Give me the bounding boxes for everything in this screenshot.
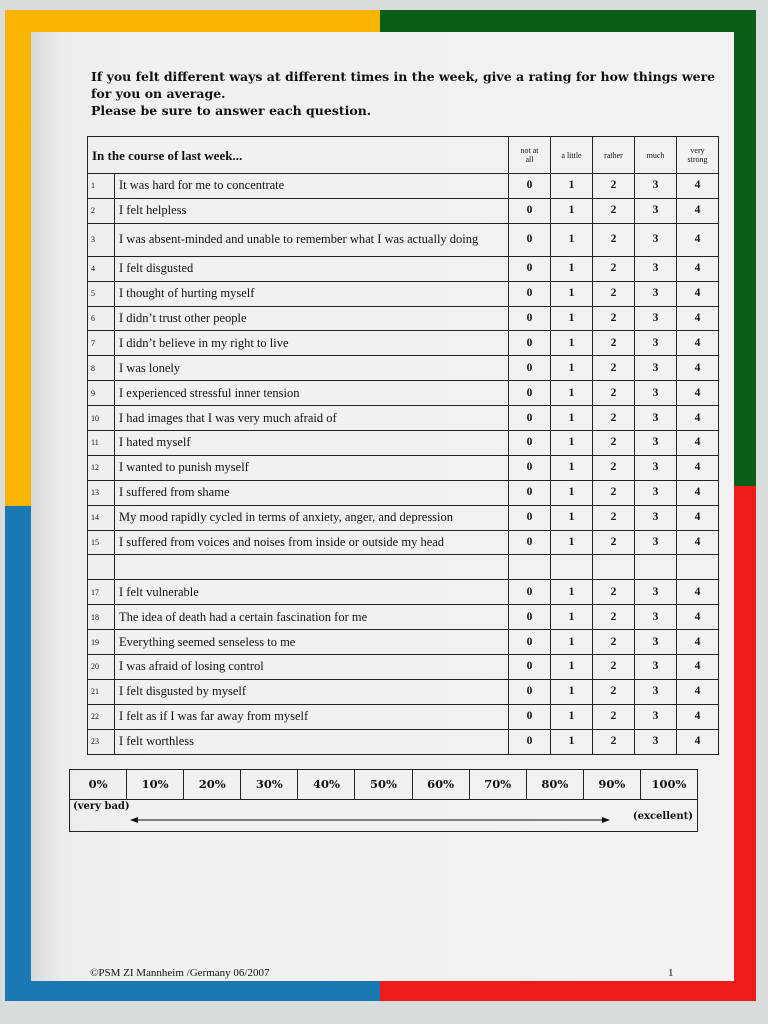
rating-option[interactable]: 0 — [509, 331, 551, 356]
rating-option[interactable]: 3 — [635, 431, 677, 456]
question-number: 8 — [88, 356, 115, 381]
rating-option[interactable]: 4 — [677, 381, 719, 406]
rating-option[interactable]: 2 — [593, 256, 635, 281]
table-row — [88, 729, 719, 754]
rating-option[interactable]: 4 — [677, 480, 719, 505]
rating-option[interactable]: 2 — [593, 331, 635, 356]
scale-header-text: not at — [520, 146, 539, 155]
scale-header-not-at-all — [509, 137, 551, 174]
question-text: I didn’t trust other people — [115, 306, 509, 331]
table-header-label: In the course of last week... — [88, 137, 509, 174]
question-number: 7 — [88, 331, 115, 356]
rating-option[interactable]: 0 — [509, 198, 551, 223]
rating-option — [593, 555, 635, 580]
scale-header-much — [635, 137, 677, 174]
percentage-option[interactable]: 100% — [651, 777, 687, 791]
rating-option[interactable]: 0 — [509, 605, 551, 630]
question-number: 18 — [88, 605, 115, 630]
rating-option[interactable]: 4 — [677, 580, 719, 605]
question-number — [88, 555, 115, 580]
rating-option[interactable]: 2 — [593, 174, 635, 199]
instructions — [91, 68, 716, 119]
question-number: 4 — [88, 256, 115, 281]
frame-green-top — [380, 10, 756, 32]
rating-option[interactable]: 3 — [635, 480, 677, 505]
table-row — [88, 256, 719, 281]
question-number: 23 — [88, 729, 115, 754]
rating-option[interactable]: 3 — [635, 630, 677, 655]
rating-option[interactable]: 0 — [509, 580, 551, 605]
rating-option[interactable]: 4 — [677, 223, 719, 256]
rating-option[interactable]: 0 — [509, 281, 551, 306]
rating-option[interactable]: 1 — [551, 655, 593, 680]
percentage-option[interactable]: 60% — [413, 770, 470, 799]
question-text: I was lonely — [115, 356, 509, 381]
percentage-option[interactable]: 70% — [470, 770, 527, 799]
rating-option[interactable]: 3 — [635, 704, 677, 729]
instruction-line: for you on average. — [91, 86, 226, 101]
table-row — [88, 431, 719, 456]
question-text: I wanted to punish myself — [115, 455, 509, 480]
question-text — [115, 555, 509, 580]
rating-option[interactable]: 2 — [593, 580, 635, 605]
scale-header-very-strong — [677, 137, 719, 174]
rating-option[interactable]: 4 — [677, 729, 719, 754]
question-number: 12 — [88, 455, 115, 480]
question-text: I didn’t believe in my right to live — [115, 331, 509, 356]
rating-option[interactable]: 2 — [593, 704, 635, 729]
question-text: I suffered from voices and noises from inside or outside my head — [115, 530, 509, 555]
rating-option[interactable]: 2 — [593, 431, 635, 456]
question-number: 22 — [88, 704, 115, 729]
question-number: 5 — [88, 281, 115, 306]
rating-option[interactable]: 4 — [677, 431, 719, 456]
question-text: I felt vulnerable — [115, 580, 509, 605]
percentage-option[interactable]: 20% — [184, 770, 241, 799]
rating-option[interactable]: 2 — [593, 455, 635, 480]
question-number: 15 — [88, 530, 115, 555]
page-number: 1 — [668, 967, 674, 979]
rating-option[interactable]: 4 — [677, 679, 719, 704]
percentage-option[interactable]: 40% — [298, 770, 355, 799]
rating-option[interactable]: 3 — [635, 505, 677, 530]
rating-option[interactable]: 0 — [509, 356, 551, 381]
rating-option[interactable]: 1 — [551, 605, 593, 630]
rating-option[interactable]: 3 — [635, 281, 677, 306]
question-number: 19 — [88, 630, 115, 655]
scale-high-label: (excellent) — [632, 811, 693, 822]
rating-option[interactable]: 3 — [635, 530, 677, 555]
table-row — [88, 381, 719, 406]
question-number: 3 — [88, 223, 115, 256]
rating-option[interactable]: 2 — [593, 480, 635, 505]
rating-option[interactable]: 3 — [635, 306, 677, 331]
question-text: I had images that I was very much afraid of — [115, 406, 509, 431]
rating-option[interactable]: 3 — [635, 381, 677, 406]
rating-option[interactable]: 0 — [509, 679, 551, 704]
rating-option[interactable]: 3 — [635, 223, 677, 256]
scale-header-rather — [593, 137, 635, 174]
rating-option[interactable]: 1 — [551, 580, 593, 605]
rating-option[interactable]: 3 — [635, 174, 677, 199]
rating-option[interactable]: 1 — [551, 223, 593, 256]
instruction-line: If you felt different ways at different times in the week, give a rating for how things were — [91, 69, 716, 84]
question-text: It was hard for me to concentrate — [115, 174, 509, 199]
rating-option[interactable]: 2 — [593, 306, 635, 331]
table-row — [88, 704, 719, 729]
scale-header-a-little — [551, 137, 593, 174]
rating-option[interactable]: 0 — [509, 630, 551, 655]
table-row — [88, 505, 719, 530]
rating-option[interactable]: 4 — [677, 256, 719, 281]
rating-option[interactable]: 0 — [509, 306, 551, 331]
question-number: 10 — [88, 406, 115, 431]
rating-option[interactable]: 3 — [635, 729, 677, 754]
rating-option[interactable]: 4 — [677, 356, 719, 381]
rating-option[interactable]: 0 — [509, 704, 551, 729]
rating-option[interactable]: 1 — [551, 729, 593, 754]
rating-option[interactable]: 0 — [509, 174, 551, 199]
rating-option[interactable]: 0 — [509, 223, 551, 256]
rating-option[interactable]: 3 — [635, 256, 677, 281]
rating-option[interactable]: 0 — [509, 455, 551, 480]
rating-option[interactable]: 1 — [551, 406, 593, 431]
scale-header-text: all — [525, 155, 534, 164]
question-text: I felt disgusted by myself — [115, 679, 509, 704]
percentage-option[interactable]: 10% — [127, 770, 184, 799]
rating-option[interactable]: 1 — [551, 431, 593, 456]
rating-option[interactable]: 3 — [635, 580, 677, 605]
rating-option[interactable]: 2 — [593, 605, 635, 630]
rating-option[interactable]: 1 — [551, 198, 593, 223]
table-row — [88, 198, 719, 223]
question-text: I felt disgusted — [115, 256, 509, 281]
question-number: 9 — [88, 381, 115, 406]
rating-option[interactable]: 0 — [509, 431, 551, 456]
rating-option[interactable]: 1 — [551, 530, 593, 555]
questionnaire-table — [87, 136, 719, 755]
rating-option[interactable]: 2 — [593, 406, 635, 431]
scale-low-label: (very bad) — [73, 801, 130, 812]
rating-option[interactable]: 4 — [677, 331, 719, 356]
rating-option — [635, 555, 677, 580]
frame-blue-left — [5, 506, 31, 1001]
rating-option[interactable]: 2 — [593, 356, 635, 381]
rating-option[interactable]: 1 — [551, 704, 593, 729]
question-text: Everything seemed senseless to me — [115, 630, 509, 655]
table-row — [88, 306, 719, 331]
question-text: The idea of death had a certain fascination for me — [115, 605, 509, 630]
table-row — [88, 331, 719, 356]
table-row — [88, 356, 719, 381]
question-text: I felt worthless — [115, 729, 509, 754]
rating-option[interactable]: 2 — [593, 223, 635, 256]
question-number: 14 — [88, 505, 115, 530]
double-arrow-icon — [130, 816, 610, 824]
rating-option[interactable]: 4 — [677, 704, 719, 729]
rating-option[interactable]: 4 — [677, 174, 719, 199]
question-number: 11 — [88, 431, 115, 456]
frame-yellow-top — [5, 10, 382, 32]
question-text: I was absent-minded and unable to remember what I was actually doing — [115, 223, 509, 256]
rating-option[interactable]: 4 — [677, 455, 719, 480]
question-text: I suffered from shame — [115, 480, 509, 505]
rating-option[interactable]: 2 — [593, 630, 635, 655]
table-row — [88, 555, 719, 580]
rating-option[interactable]: 1 — [551, 679, 593, 704]
rating-option[interactable]: 0 — [509, 256, 551, 281]
rating-option[interactable]: 1 — [551, 505, 593, 530]
question-text: I experienced stressful inner tension — [115, 381, 509, 406]
scale-header-text: a little — [561, 150, 582, 160]
rating-option[interactable]: 3 — [635, 455, 677, 480]
percentage-option[interactable]: 30% — [241, 770, 298, 799]
rating-option[interactable]: 2 — [593, 655, 635, 680]
question-text: My mood rapidly cycled in terms of anxiety, anger, and depression — [115, 505, 509, 530]
rating-option[interactable]: 4 — [677, 406, 719, 431]
table-header-row — [88, 137, 719, 174]
question-number: 21 — [88, 679, 115, 704]
percentage-option[interactable]: 0% — [70, 770, 127, 799]
frame-blue-bottom — [5, 981, 382, 1001]
rating-option[interactable]: 3 — [635, 356, 677, 381]
question-text: I was afraid of losing control — [115, 655, 509, 680]
question-text: I felt as if I was far away from myself — [115, 704, 509, 729]
rating-option[interactable]: 1 — [551, 455, 593, 480]
rating-option[interactable]: 3 — [635, 331, 677, 356]
rating-option[interactable]: 4 — [677, 605, 719, 630]
rating-option[interactable]: 4 — [677, 530, 719, 555]
table-row — [88, 580, 719, 605]
rating-option[interactable]: 1 — [551, 356, 593, 381]
question-number: 13 — [88, 480, 115, 505]
table-row — [88, 223, 719, 256]
rating-option[interactable]: 4 — [677, 655, 719, 680]
rating-option[interactable]: 4 — [677, 630, 719, 655]
rating-option[interactable]: 4 — [677, 505, 719, 530]
rating-option[interactable]: 3 — [635, 406, 677, 431]
question-number: 6 — [88, 306, 115, 331]
scale-header-text: much — [646, 150, 665, 160]
rating-option[interactable]: 1 — [551, 480, 593, 505]
rating-option[interactable]: 1 — [551, 174, 593, 199]
percentage-option[interactable]: 50% — [355, 770, 412, 799]
rating-option[interactable]: 0 — [509, 381, 551, 406]
rating-option[interactable]: 2 — [593, 281, 635, 306]
frame-red-bottom — [380, 981, 756, 1001]
question-number: 2 — [88, 198, 115, 223]
scale-header-text: rather — [604, 150, 623, 160]
frame-red-right — [734, 486, 756, 1001]
table-row — [88, 630, 719, 655]
overall-rating-scale — [69, 769, 698, 832]
rating-option[interactable]: 0 — [509, 530, 551, 555]
question-text: I thought of hurting myself — [115, 281, 509, 306]
table-row — [88, 530, 719, 555]
rating-option[interactable]: 4 — [677, 198, 719, 223]
rating-option[interactable]: 1 — [551, 630, 593, 655]
percentage-option[interactable]: 90% — [584, 770, 641, 799]
rating-option[interactable]: 2 — [593, 381, 635, 406]
rating-option[interactable]: 0 — [509, 505, 551, 530]
frame-yellow-left — [5, 10, 31, 508]
rating-option[interactable]: 1 — [551, 381, 593, 406]
rating-option — [551, 555, 593, 580]
table-row — [88, 406, 719, 431]
question-number: 17 — [88, 580, 115, 605]
percentage-row — [70, 770, 697, 800]
question-number: 20 — [88, 655, 115, 680]
rating-option[interactable]: 1 — [551, 256, 593, 281]
question-number: 1 — [88, 174, 115, 199]
rating-option[interactable]: 0 — [509, 655, 551, 680]
rating-option[interactable]: 4 — [677, 281, 719, 306]
scale-header-text: strong — [687, 155, 708, 164]
copyright-footer: ©PSM ZI Mannheim /Germany 06/2007 — [90, 967, 270, 979]
rating-option[interactable]: 1 — [551, 306, 593, 331]
table-row — [88, 655, 719, 680]
rating-option[interactable]: 2 — [593, 679, 635, 704]
frame-green-right — [734, 10, 756, 488]
rating-option[interactable]: 4 — [677, 306, 719, 331]
rating-option[interactable]: 3 — [635, 679, 677, 704]
instruction-line: Please be sure to answer each question. — [91, 103, 372, 118]
question-text: I hated myself — [115, 431, 509, 456]
rating-option[interactable]: 2 — [593, 530, 635, 555]
rating-option — [677, 555, 719, 580]
question-text: I felt helpless — [115, 198, 509, 223]
rating-option[interactable]: 0 — [509, 480, 551, 505]
rating-option — [509, 555, 551, 580]
table-row — [88, 605, 719, 630]
rating-option[interactable]: 1 — [551, 331, 593, 356]
table-row — [88, 281, 719, 306]
table-row — [88, 455, 719, 480]
table-row — [88, 480, 719, 505]
rating-option[interactable]: 2 — [593, 505, 635, 530]
percentage-option[interactable]: 80% — [527, 770, 584, 799]
rating-option[interactable]: 3 — [635, 655, 677, 680]
rating-option[interactable]: 2 — [593, 729, 635, 754]
rating-option[interactable]: 0 — [509, 729, 551, 754]
scale-header-text: very — [690, 146, 705, 155]
rating-option[interactable]: 3 — [635, 198, 677, 223]
rating-option[interactable]: 3 — [635, 605, 677, 630]
rating-option[interactable]: 2 — [593, 198, 635, 223]
table-row — [88, 174, 719, 199]
table-row — [88, 679, 719, 704]
rating-option[interactable]: 1 — [551, 281, 593, 306]
rating-option[interactable]: 0 — [509, 406, 551, 431]
